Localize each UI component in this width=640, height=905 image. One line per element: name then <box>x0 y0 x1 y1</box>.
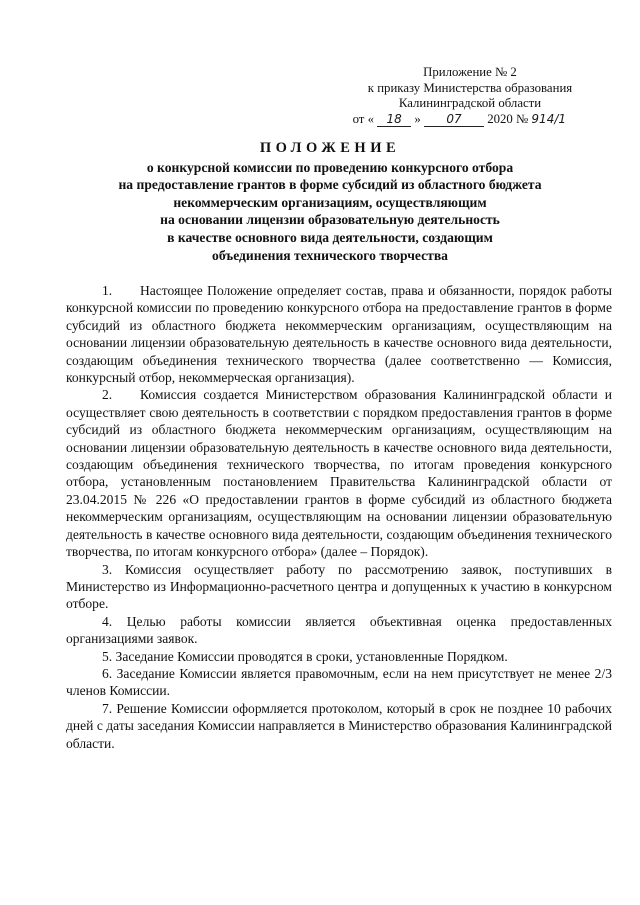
title-line: о конкурсной комиссии по проведению конкурсного отбора <box>146 159 514 175</box>
date-month-handwritten: 07 <box>424 113 484 127</box>
date-day-handwritten: 18 <box>377 113 411 127</box>
date-prefix: от « <box>352 111 374 126</box>
title-line: некоммерческим организациям, осуществляющим <box>173 194 487 210</box>
date-year: 2020 № <box>487 111 529 126</box>
paragraph-7 <box>66 700 612 752</box>
title-line: на основании лицензии образовательную деятельность <box>160 212 500 228</box>
annex-region: Калининградской области <box>398 96 542 110</box>
paragraph-number: 2. <box>102 387 113 403</box>
paragraph-6 <box>66 665 612 700</box>
paragraph-2 <box>66 386 612 560</box>
paragraph-text: 5. Заседание Комиссии проводятся в сроки, установленные Порядком. <box>102 648 508 664</box>
title-main: ПОЛОЖЕНИЕ <box>259 140 401 156</box>
paragraph-text: 7. Решение Комиссии оформляется протоколом, который в срок не позднее 10 рабочих дней с даты заседания Комиссии направляется в Министерство образования Калининградской области. <box>66 700 612 751</box>
title-line: объединения технического творчества <box>212 247 448 263</box>
paragraph-5 <box>66 648 612 665</box>
document-body <box>66 282 612 752</box>
date-mid: » <box>414 111 421 126</box>
paragraph-3 <box>66 561 612 613</box>
title-line: на предоставление грантов в форме субсидий из областного бюджета <box>118 177 542 193</box>
paragraph-text: Настоящее Положение определяет состав, права и обязанности, порядок работы конкурсной комиссии по проведению конкурсного отбора на предоставление грантов в форме субсидий из областного бюджета некоммерческим организациям, осуществляющим на основании лицензии образовательную деятельность в качестве основного вида деятельности, создающим объединения технического творчества (далее соответственно — Комиссия, конкурсный отбор, некоммерческая организация). <box>66 283 612 386</box>
paragraph-text: 3. Комиссия осуществляет работу по рассмотрению заявок, поступивших в Министерство из Информационно-расчетного центра и допущенных к участию в конкурсном отборе. <box>66 561 612 612</box>
order-number-handwritten: 914/1 <box>531 111 567 126</box>
paragraph-number: 1. <box>102 283 113 298</box>
annex-order-ref: к приказу Министерства образования <box>367 80 573 95</box>
annex-number: Приложение № 2 <box>423 65 517 79</box>
document-title <box>60 140 600 264</box>
paragraph-text: Комиссия создается Министерством образования Калининградской области и осуществляет свою деятельность в соответствии с порядком предоставления грантов в форме субсидий из областного бюджета некоммерческим организациям, осуществляющим на основании лицензии образовательную деятельность в качестве основного вида деятельности, создающим объединения технического творчества, по итогам проведения конкурсного отбора, установленным постановлением Правительства Калининградской области от 23.04.2015 № 226 «О предоставлении грантов в форме субсидий из областного бюджета некоммерческим организациям, осуществляющим на основании лицензии образовательную деятельность в качестве основного вида деятельности, создающим объединения технического творчества, по итогам конкурсного отбора» (далее – Порядок). <box>66 387 612 560</box>
paragraph-1 <box>66 282 612 386</box>
annex-header <box>330 65 610 127</box>
title-line: в качестве основного вида деятельности, создающим <box>167 229 493 245</box>
paragraph-4 <box>66 613 612 648</box>
paragraph-text: 4. Целью работы комиссии является объективная оценка предоставленных организациями заявок. <box>66 613 612 647</box>
paragraph-text: 6. Заседание Комиссии является правомочным, если на нем присутствует не менее 2/3 членов Комиссии. <box>66 665 612 699</box>
annex-date-line <box>330 112 610 128</box>
